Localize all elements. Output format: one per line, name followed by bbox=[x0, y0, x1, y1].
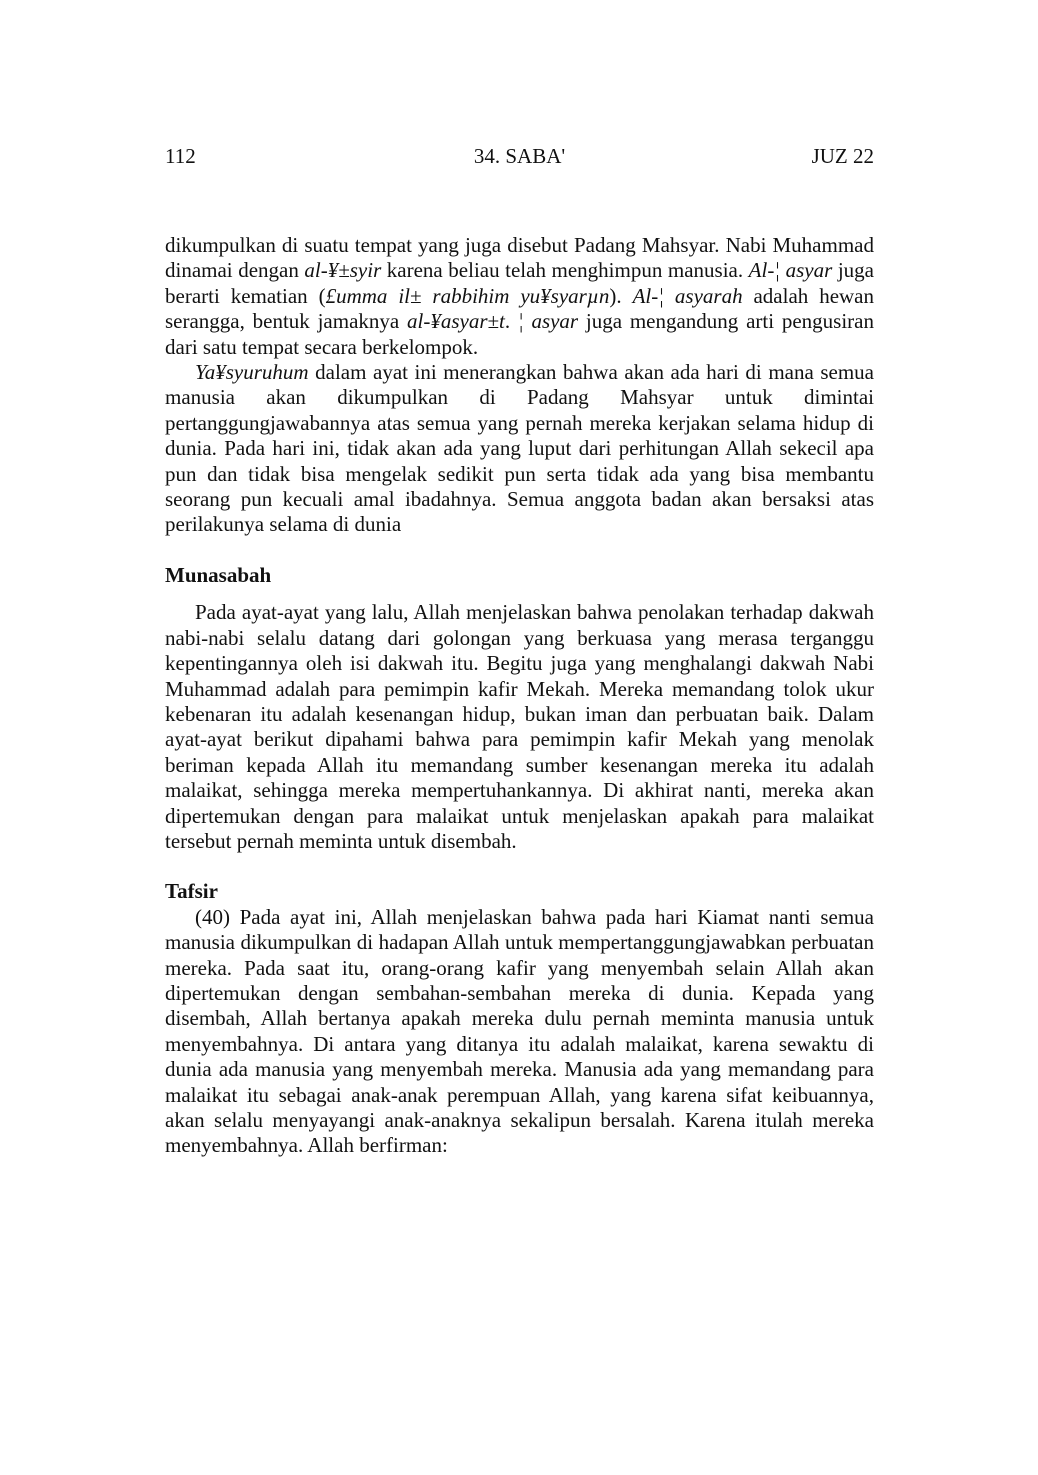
heading-tafsir: Tafsir bbox=[165, 879, 218, 904]
paragraph-munasabah: Pada ayat-ayat yang lalu, Allah menjelaskan bahwa penolakan terhadap dakwah nabi-nabi selalu datang dari golongan yang berkuasa yang merasa terganggu kepentingannya oleh isi dakwah itu. Begitu juga yang menghalangi dakwah Nabi Muhammad adalah para pemimpin kafir Mekah. Mereka memandang tolok ukur kebenaran itu adalah kesenangan hidup, bukan iman dan perbuatan baik. Dalam ayat-ayat berikut dipahami bahwa para pemimpin kafir Mekah yang menolak beriman kepada Allah itu memandang sumber kesenangan mereka itu adalah malaikat, sehingga mereka mempertuhankannya. Di akhirat nanti, mereka akan dipertemukan dengan para malaikat untuk menjelaskan apakah para malaikat tersebut pernah meminta untuk disembah. bbox=[165, 600, 874, 853]
paragraph-tafsir: (40) Pada ayat ini, Allah menjelaskan bahwa pada hari Kiamat nanti semua manusia dikumpulkan di hadapan Allah untuk mempertanggungjawabkan perbuatan mereka. Pada saat itu, orang-orang kafir yang menyembah selain Allah akan dipertemukan dengan sembahan-sembahan mereka di dunia. Kepada yang disembah, Allah bertanya apakah mereka dulu pernah meminta manusia untuk menyembahnya. Di antara yang ditanya itu adalah malaikat, karena sewaktu di dunia ada manusia yang menyembah mereka. Manusia ada yang memandang para malaikat itu sebagai anak-anak perempuan Allah, yang karena sifat keibuannya, akan selalu menyayangi anak-anaknya sekalipun bersalah. Karena itulah mereka menyembahnya. Allah berfirman: bbox=[165, 904, 874, 1158]
running-header bbox=[165, 143, 874, 169]
heading-munasabah: Munasabah bbox=[165, 562, 272, 587]
chapter-title: 34. SABA' bbox=[473, 144, 566, 168]
paragraph-hasyr-meaning: dikumpulkan di suatu tempat yang juga disebut Padang Mahsyar. Nabi Muhammad dinamai dengan al-¥±syir karena beliau telah menghimpun manusia. Al-¦ asyar juga berarti kematian (£umma il± rabbihim yu¥syarµn). Al-¦ asyarah adalah hewan serangga, bentuk jamaknya al-¥asyar±t. ¦ asyar juga mengandung arti pengusiran dari satu tempat secara berkelompok. bbox=[165, 233, 874, 359]
juz-label: JUZ 22 bbox=[811, 144, 874, 168]
body-text bbox=[165, 233, 874, 1159]
paragraph-yahsyuruhum: Ya¥syuruhum dalam ayat ini menerangkan bahwa akan ada hari di mana semua manusia akan dikumpulkan di Padang Mahsyar untuk dimintai pertanggungjawabannya atas semua yang pernah mereka kerjakan selama hidup di dunia. Pada hari ini, tidak akan ada yang luput dari perhitungan Allah sekecil apa pun dan tidak bisa mengelak sedikit pun serta tidak ada yang bisa membantu seorang pun kecuali amal ibadahnya. Semua anggota badan akan bersaksi atas perilakunya selama di dunia bbox=[165, 360, 874, 537]
page-number: 112 bbox=[165, 144, 196, 168]
